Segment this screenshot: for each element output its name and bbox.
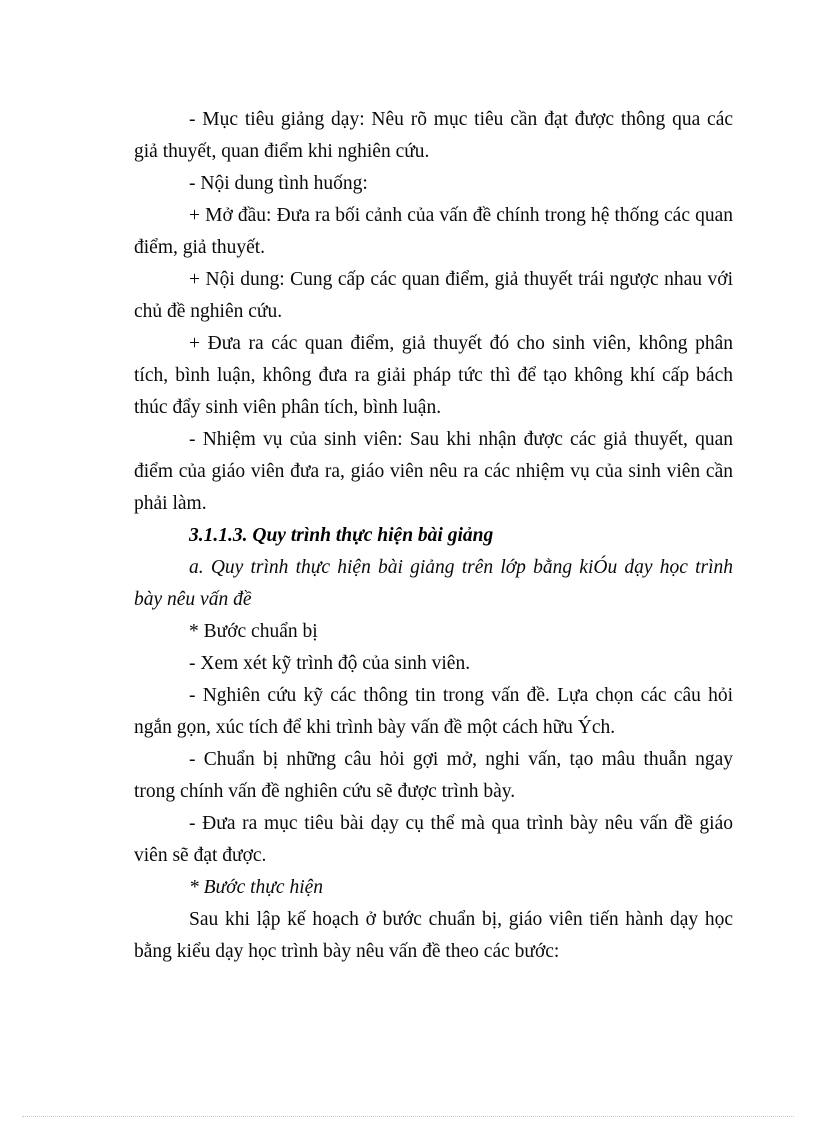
paragraph-noi-dung-tinh-huong: - Nội dung tình huống: xyxy=(189,173,368,194)
subsection-heading-a: a. Quy trình thực hiện bài giảng trên lớp bằng kiÓu dạy học trình bày nêu vấn đề xyxy=(134,557,733,610)
step-label-buoc-chuan-bi: * Bước chuẩn bị xyxy=(189,621,318,642)
paragraph-muc-tieu-giang-day: - Mục tiêu giảng dạy: Nêu rõ mục tiêu cần đạt được thông qua các giả thuyết, quan điểm khi nghiên cứu. xyxy=(134,109,733,162)
page-text-body xyxy=(134,104,733,968)
paragraph-nhiem-vu-cua-sinh-vien: - Nhiệm vụ của sinh viên: Sau khi nhận được các giả thuyết, quan điểm của giáo viên đưa ra, giáo viên nêu ra các nhiệm vụ của sinh viên cần phải làm. xyxy=(134,429,733,514)
step-label-buoc-thuc-hien: * Bước thực hiện xyxy=(189,877,324,898)
paragraph-dua-ra-cac-quan-diem: + Đưa ra các quan điểm, giả thuyết đó cho sinh viên, không phân tích, bình luận, không đưa ra giải pháp tức thì để tạo không khí cấp bách thúc đẩy sinh viên phân tích, bình luận. xyxy=(134,333,733,418)
paragraph-dua-ra-muc-tieu: - Đưa ra mục tiêu bài dạy cụ thể mà qua trình bày nêu vấn đề giáo viên sẽ đạt được. xyxy=(134,813,733,866)
section-heading-3-1-1-3: 3.1.1.3. Quy trình thực hiện bài giảng xyxy=(189,525,494,546)
paragraph-noi-dung: + Nội dung: Cung cấp các quan điểm, giả thuyết trái ngược nhau với chủ đề nghiên cứu. xyxy=(134,269,733,322)
paragraph-nghien-cuu-ky: - Nghiên cứu kỹ các thông tin trong vấn đề. Lựa chọn các câu hỏi ngắn gọn, xúc tích để khi trình bày vấn đề một cách hữu Ých. xyxy=(134,685,733,738)
paragraph-xem-xet-ky: - Xem xét kỹ trình độ của sinh viên. xyxy=(189,653,471,674)
paragraph-mo-dau: + Mở đầu: Đưa ra bối cảnh của vấn đề chính trong hệ thống các quan điểm, giả thuyết. xyxy=(134,205,733,258)
footer-divider xyxy=(22,1116,794,1117)
paragraph-sau-khi-lap-ke-hoach: Sau khi lập kế hoạch ở bước chuẩn bị, giáo viên tiến hành dạy học bằng kiểu dạy học trình bày nêu vấn đề theo các bước: xyxy=(134,909,733,962)
paragraph-chuan-bi-cau-hoi: - Chuẩn bị những câu hỏi gợi mở, nghi vấn, tạo mâu thuẫn ngay trong chính vấn đề nghiên cứu sẽ được trình bày. xyxy=(134,749,733,802)
